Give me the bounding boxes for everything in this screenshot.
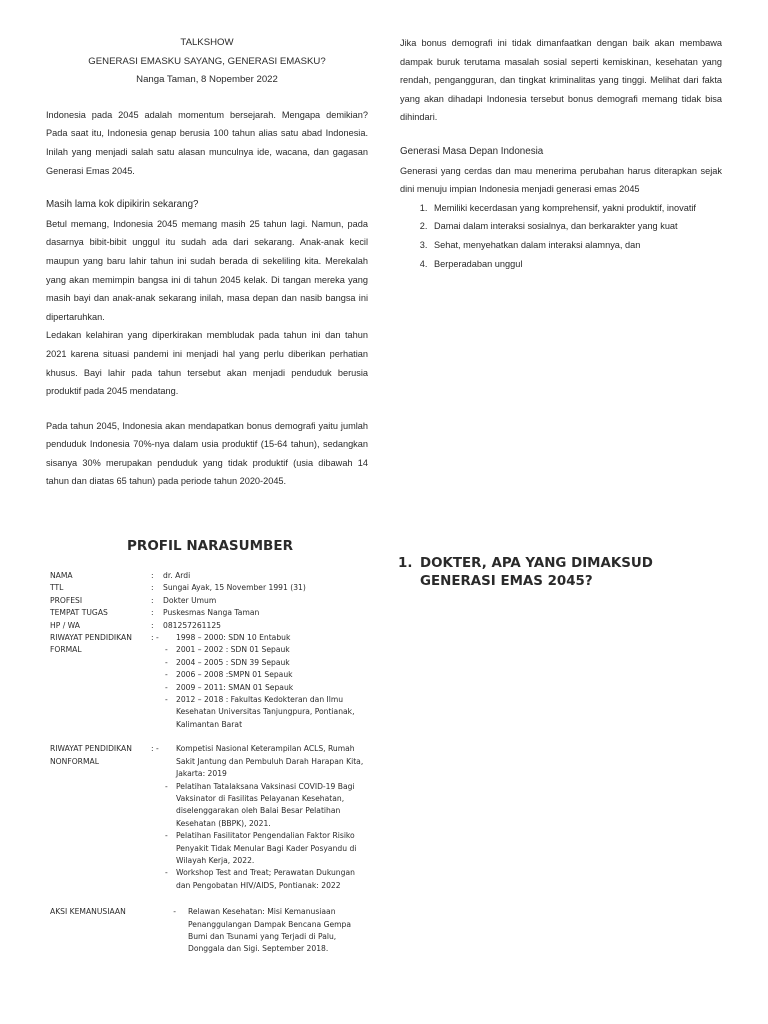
profile-row-ttl bbox=[50, 582, 370, 594]
future-list-item: 2. Damai dalam interaksi sosialnya, dan berkarakter yang kuat bbox=[430, 217, 722, 236]
profile-title: PROFIL NARASUMBER bbox=[127, 538, 293, 554]
profile-label: AKSI KEMANUSIAAN bbox=[50, 907, 126, 917]
profile-colon: : bbox=[151, 608, 154, 618]
education-item: - 2004 – 2005 : SDN 39 Sepauk bbox=[163, 657, 370, 669]
profile-section bbox=[50, 538, 370, 956]
profile-colon-dash: : - bbox=[151, 744, 159, 754]
profile-label bbox=[50, 743, 151, 892]
humanitarian-item: Relawan Kesehatan: Misi Kemanusiaan Penanggulangan Dampak Bencana Gempa Bumi dan Tsunami yang Terjadi di Palu, Donggala dan Sigi. September 2018. bbox=[188, 907, 352, 954]
profile-colon-dash: : - bbox=[151, 633, 159, 643]
question-text: DOKTER, APA YANG DIMAKSUD GENERASI EMAS 2045? bbox=[420, 556, 653, 589]
label-line: RIWAYAT PENDIDIKAN bbox=[50, 633, 132, 643]
education-item: - 2009 – 2011: SMAN 01 Sepauk bbox=[163, 682, 370, 694]
bonus-warning-paragraph: Jika bonus demografi ini tidak dimanfaatkan dengan baik akan membawa dampak buruk terutama masalah sosial seperti kemiskinan, kesehatan yang rendah, pengangguran, dan tingkat kriminalitas yang tinggi. Melihat dari fakta yang akan dihadapi Indonesia tersebut bonus demografi memang tidak bisa dihindari. bbox=[400, 38, 722, 123]
section-heading-masih-lama: Masih lama kok dipikirin sekarang? bbox=[46, 199, 199, 211]
talkshow-label: TALKSHOW bbox=[180, 37, 234, 48]
profile-colon: : bbox=[151, 620, 154, 630]
profile-value bbox=[151, 743, 370, 892]
talkshow-title: GENERASI EMASKU SAYANG, GENERASI EMASKU? bbox=[88, 55, 326, 67]
profile-row-hp bbox=[50, 620, 370, 632]
profile-value: 081257261125 bbox=[163, 620, 221, 630]
future-intro: Generasi yang cerdas dan mau menerima perubahan harus diterapkan sejak dini menuju impian Indonesia menjadi generasi emas 2045 bbox=[400, 165, 722, 195]
profile-label: TTL bbox=[50, 583, 64, 593]
left-column bbox=[46, 34, 368, 491]
profile-row-nama bbox=[50, 570, 370, 582]
training-list bbox=[151, 781, 370, 893]
profile-colon: : bbox=[151, 583, 154, 593]
training-item: - Pelatihan Fasilitator Pengendalian Faktor Risiko Penyakit Tidak Menular Bagi Kader Posyandu di Wilayah Kerja, 2022. bbox=[163, 830, 370, 867]
profile-colon: : bbox=[151, 571, 154, 580]
future-list bbox=[400, 199, 722, 273]
profile-value: dr. Ardi bbox=[163, 571, 191, 580]
section-paragraph-1: Betul memang, Indonesia 2045 memang masih 25 tahun lagi. Namun, pada dasarnya bibit-bibit unggul itu sudah ada dari sekarang. Anak-anak kecil maupun yang baru lahir tahun ini sudah berada di sekeliling kita. Merekalah yang akan memimpin bangsa ini di tahun 2045 kelak. Di tangan mereka yang masih bayi dan anak-anak sekarang inilah, masa depan dan nasib bangsa ini dipertaruhkan. bbox=[46, 218, 368, 322]
future-list-item: 4. Berperadaban unggul bbox=[430, 255, 722, 274]
profile-row-aksi-kemanusiaan bbox=[50, 906, 370, 956]
label-line: FORMAL bbox=[50, 645, 82, 655]
profile-value: Puskesmas Nanga Taman bbox=[163, 608, 260, 618]
education-item: - 2012 – 2018 : Fakultas Kedokteran dan Ilmu Kesehatan Universitas Tanjungpura, Pontianak, Kalimantan Barat bbox=[163, 694, 370, 731]
future-heading: Generasi Masa Depan Indonesia bbox=[400, 145, 544, 157]
future-list-item: 3. Sehat, menyehatkan dalam interaksi alamnya, dan bbox=[430, 236, 722, 255]
profile-colon: : bbox=[151, 595, 154, 605]
right-column bbox=[400, 34, 722, 273]
profile-label: NAMA bbox=[50, 571, 73, 580]
education-list bbox=[151, 644, 370, 731]
question-number: 1. bbox=[398, 556, 413, 571]
profile-value bbox=[151, 906, 370, 956]
label-line: RIWAYAT PENDIDIKAN bbox=[50, 744, 132, 754]
education-item: - 2001 – 2002 : SDN 01 Sepauk bbox=[163, 644, 370, 656]
profile-value: Sungai Ayak, 15 November 1991 (31) bbox=[163, 583, 306, 593]
future-list-item: 1. Memiliki kecerdasan yang komprehensif, yakni produktif, inovatif bbox=[430, 199, 722, 218]
profile-label: PROFESI bbox=[50, 595, 83, 605]
training-item: - Pelatihan Tatalaksana Vaksinasi COVID-19 Bagi Vaksinator di Fasilitas Pelayanan Kesehatan, diselenggarakan oleh Balai Besar Pelatihan Kesehatan (BBPK), 2021. bbox=[163, 781, 370, 831]
talkshow-place-date: Nanga Taman, 8 Nopember 2022 bbox=[136, 74, 278, 86]
question-heading bbox=[398, 555, 728, 591]
profile-value bbox=[151, 632, 370, 731]
label-line: NONFORMAL bbox=[50, 756, 99, 766]
education-item: - 2006 – 2008 :SMPN 01 Sepauk bbox=[163, 669, 370, 681]
profile-row-formal-education bbox=[50, 632, 370, 731]
profile-value: Dokter Umum bbox=[163, 595, 217, 605]
training-item: Kompetisi Nasional Keterampilan ACLS, Rumah Sakit Jantung dan Pembuluh Darah Harapan Kita, Jakarta: 2019 bbox=[176, 744, 364, 779]
profile-row-nonformal-education bbox=[50, 743, 370, 892]
section-paragraph-2: Ledakan kelahiran yang diperkirakan membludak pada tahun ini dan tahun 2021 karena situasi pandemi ini menjadi hal yang perlu diberikan perhatian khusus. Bayi lahir pada tahun tersebut akan menjadi penduduk berusia produktif pada 2045 mendatang. bbox=[46, 330, 368, 397]
profile-label: HP / WA bbox=[50, 620, 80, 630]
profile-dash: - bbox=[173, 907, 176, 917]
profile-label bbox=[50, 632, 151, 731]
training-item: - Workshop Test and Treat; Perawatan Dukungan dan Pengobatan HIV/AIDS, Pontianak: 2022 bbox=[163, 867, 370, 892]
intro-paragraph: Indonesia pada 2045 adalah momentum bersejarah. Mengapa demikian? Pada saat itu, Indonesia genap berusia 100 tahun alias satu abad Indonesia. Inilah yang menjadi salah satu alasan munculnya ide, wacana, dan gagasan Generasi Emas 2045. bbox=[46, 109, 368, 176]
profile-row-profesi bbox=[50, 595, 370, 607]
education-item: 1998 – 2000: SDN 10 Entabuk bbox=[176, 633, 291, 643]
profile-label: TEMPAT TUGAS bbox=[50, 608, 108, 618]
profile-row-tempat-tugas bbox=[50, 607, 370, 619]
bonus-demografi-paragraph: Pada tahun 2045, Indonesia akan mendapatkan bonus demografi yaitu jumlah penduduk Indonesia 70%-nya dalam usia produktif (15-64 tahun), sedangkan sisanya 30% merupakan penduduk yang tidak produktif (usia dibawah 14 tahun dan diatas 65 tahun) pada periode tahun 2020-2045. bbox=[46, 420, 368, 487]
